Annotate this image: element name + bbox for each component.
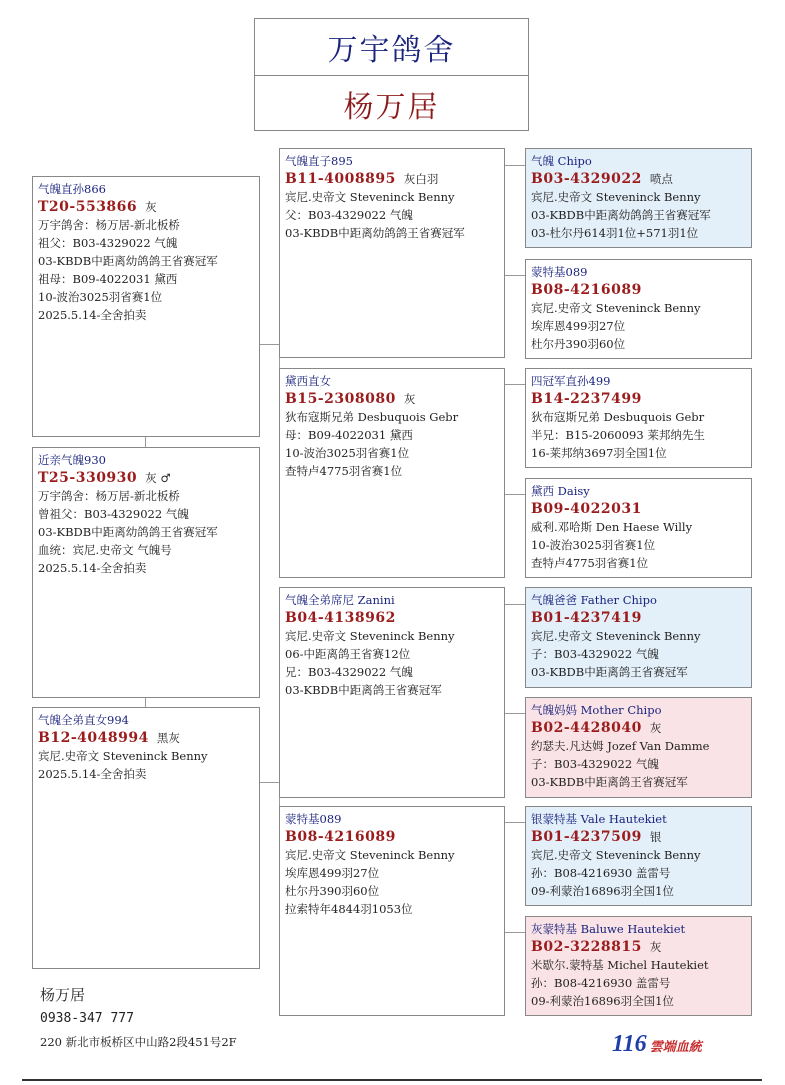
info-line: 宾尼.史帝文 Steveninck Benny — [285, 629, 455, 643]
info-line: 2025.5.14-全舍拍卖 — [38, 561, 147, 575]
info-line: 宾尼.史帝文 Steveninck Benny — [531, 848, 701, 862]
info-line: 威利.邓哈斯 Den Haese Willy — [531, 520, 693, 534]
info-line: 万宇鸽舍：杨万居-新北板桥 — [38, 489, 180, 503]
ring-number: B02-4428040 — [531, 720, 642, 736]
info-line: 米歇尔.蒙特基 Michel Hautekiet — [531, 958, 709, 972]
brand-logo[interactable] — [612, 1031, 702, 1058]
pigeon-card-gp3[interactable] — [525, 368, 752, 468]
info-line: 查特卢4775羽省赛1位 — [285, 464, 403, 478]
pigeon-color: 灰 — [649, 940, 662, 954]
info-line: 血统：宾尼.史帝文 气魄号 — [38, 543, 172, 557]
info-line: 10-波治3025羽省赛1位 — [38, 290, 163, 304]
info-line: 09-利蒙治16896羽全国1位 — [531, 884, 674, 898]
pigeon-card-main[interactable] — [32, 176, 260, 437]
ring-number: B08-4216089 — [531, 282, 642, 298]
info-line: 宾尼.史帝文 Steveninck Benny — [38, 749, 208, 763]
pigeon-name: 气魄 Chipo — [531, 154, 592, 168]
title-box — [254, 18, 529, 131]
connector — [145, 697, 146, 707]
loft-name: 万宇鸽舍 — [255, 19, 528, 76]
pigeon-name: 气魄全弟席尼 Zanini — [285, 593, 395, 607]
pigeon-color: 灰白羽 — [403, 172, 439, 186]
info-line: 宾尼.史帝文 Steveninck Benny — [531, 301, 701, 315]
pigeon-name: 黛西直女 — [285, 374, 331, 388]
pigeon-color: 灰 — [403, 392, 416, 406]
ring-number: B03-4329022 — [531, 171, 642, 187]
info-line: 03-杜尔丹614羽1位+571羽1位 — [531, 226, 699, 240]
pigeon-color: 黑灰 — [156, 731, 180, 745]
ring-number: B02-3228815 — [531, 939, 642, 955]
pigeon-card-gp5[interactable] — [525, 587, 752, 688]
contact-address: 220 新北市板桥区中山路2段451号2F — [40, 1035, 237, 1049]
info-line: 祖母：B09-4022031 黛西 — [38, 272, 178, 286]
info-line: 兄：B03-4329022 气魄 — [285, 665, 413, 679]
logo-number: 116 — [612, 1031, 647, 1057]
info-line: 祖父：B03-4329022 气魄 — [38, 236, 178, 250]
pigeon-name: 气魄直孙866 — [38, 182, 106, 196]
bottom-divider — [22, 1079, 762, 1081]
info-line: 埃库恩499羽27位 — [285, 866, 380, 880]
ring-number: T25-330930 — [38, 470, 138, 486]
ring-number: B01-4237509 — [531, 829, 642, 845]
pigeon-card-gp4[interactable] — [525, 478, 752, 578]
connector — [505, 932, 525, 933]
info-line: 宾尼.史帝文 Steveninck Benny — [531, 629, 701, 643]
info-line: 03-KBDB中距离幼鸽鸽王省赛冠军 — [38, 254, 218, 268]
pigeon-name: 四冠军直孙499 — [531, 374, 611, 388]
info-line: 孙：B08-4216930 盖雷号 — [531, 976, 671, 990]
info-line: 杜尔丹390羽60位 — [285, 884, 380, 898]
pigeon-card-s3-dam[interactable] — [279, 806, 505, 1016]
info-line: 10-波治3025羽省赛1位 — [531, 538, 656, 552]
info-line: 03-KBDB中距离鸽王省赛冠军 — [531, 665, 688, 679]
connector — [145, 436, 146, 447]
ring-number: B01-4237419 — [531, 610, 642, 626]
info-line: 埃库恩499羽27位 — [531, 319, 626, 333]
connector — [505, 494, 525, 495]
info-line: 03-KBDB中距离幼鸽鸽王省赛冠军 — [38, 525, 218, 539]
ring-number: B08-4216089 — [285, 829, 396, 845]
ring-number: B11-4008895 — [285, 171, 396, 187]
pigeon-name: 银蒙特基 Vale Hautekiet — [531, 812, 667, 826]
connector — [260, 344, 279, 345]
info-line: 03-KBDB中距离幼鸽鸽王省赛冠军 — [531, 208, 711, 222]
info-line: 半兄：B15-2060093 莱邦纳先生 — [531, 428, 705, 442]
pigeon-color: 灰 — [649, 721, 662, 735]
info-line: 狄布寇斯兄弟 Desbuquois Gebr — [285, 410, 459, 424]
info-line: 09-利蒙治16896羽全国1位 — [531, 994, 674, 1008]
pigeon-color: 喷点 — [649, 172, 673, 186]
pigeon-card-sibling-2[interactable] — [32, 447, 260, 698]
info-line: 03-KBDB中距离幼鸽鸽王省赛冠军 — [285, 226, 465, 240]
info-line: 03-KBDB中距离鸽王省赛冠军 — [285, 683, 442, 697]
logo-text: 雲端血統 — [649, 1040, 702, 1055]
info-line: 10-波治3025羽省赛1位 — [285, 446, 410, 460]
pigeon-name: 蒙特基089 — [531, 265, 588, 279]
connector — [505, 822, 525, 823]
info-line: 母：B09-4022031 黛西 — [285, 428, 413, 442]
info-line: 曾祖父：B03-4329022 气魄 — [38, 507, 189, 521]
info-line: 03-KBDB中距离鸽王省赛冠军 — [531, 775, 688, 789]
connector — [505, 384, 525, 385]
pigeon-card-sibling-3[interactable] — [32, 707, 260, 969]
info-line: 子：B03-4329022 气魄 — [531, 647, 659, 661]
ring-number: B09-4022031 — [531, 501, 642, 517]
info-line: 狄布寇斯兄弟 Desbuquois Gebr — [531, 410, 705, 424]
pigeon-name: 气魄直子895 — [285, 154, 353, 168]
pigeon-card-gp6[interactable] — [525, 697, 752, 798]
connector — [505, 165, 525, 166]
contact-footer — [40, 984, 237, 1050]
info-line: 宾尼.史帝文 Steveninck Benny — [285, 190, 455, 204]
pigeon-card-gp8[interactable] — [525, 916, 752, 1016]
ring-number: B14-2237499 — [531, 391, 642, 407]
info-line: 2025.5.14-全舍拍卖 — [38, 308, 147, 322]
info-line: 约瑟夫.凡达姆 Jozef Van Damme — [531, 739, 710, 753]
info-line: 查特卢4775羽省赛1位 — [531, 556, 649, 570]
pigeon-card-dam[interactable] — [279, 368, 505, 578]
pigeon-card-gp7[interactable] — [525, 806, 752, 906]
ring-number: B15-2308080 — [285, 391, 396, 407]
contact-phone: 0938-347 777 — [40, 1011, 134, 1026]
connector — [505, 713, 525, 714]
pigeon-name: 近亲气魄930 — [38, 453, 106, 467]
pigeon-card-s3-sire[interactable] — [279, 587, 505, 798]
pigeon-color: 灰 ♂ — [145, 471, 171, 485]
pigeon-color: 银 — [649, 830, 662, 844]
connector — [260, 782, 279, 783]
pigeon-name: 蒙特基089 — [285, 812, 342, 826]
ring-number: B04-4138962 — [285, 610, 396, 626]
pigeon-name: 气魄全弟直女994 — [38, 713, 129, 727]
pigeon-name: 气魄爸爸 Father Chipo — [531, 593, 657, 607]
info-line: 2025.5.14-全舍拍卖 — [38, 767, 147, 781]
info-line: 06-中距离鸽王省赛12位 — [285, 647, 411, 661]
info-line: 杜尔丹390羽60位 — [531, 337, 626, 351]
connector — [505, 275, 525, 276]
info-line: 子：B03-4329022 气魄 — [531, 757, 659, 771]
pigeon-card-gp2[interactable] — [525, 259, 752, 359]
pigeon-color: 灰 — [145, 200, 157, 214]
info-line: 父：B03-4329022 气魄 — [285, 208, 413, 222]
ring-number: T20-553866 — [38, 199, 138, 215]
info-line: 拉索特年4844羽1053位 — [285, 902, 413, 916]
pigeon-name: 灰蒙特基 Baluwe Hautekiet — [531, 922, 686, 936]
pigeon-card-sire[interactable] — [279, 148, 505, 358]
info-line: 孙：B08-4216930 盖雷号 — [531, 866, 671, 880]
info-line: 宾尼.史帝文 Steveninck Benny — [531, 190, 701, 204]
connector — [505, 604, 525, 605]
pigeon-name: 黛西 Daisy — [531, 484, 590, 498]
ring-number: B12-4048994 — [38, 730, 149, 746]
contact-name: 杨万居 — [40, 986, 86, 1004]
pigeon-card-gp1[interactable] — [525, 148, 752, 248]
info-line: 万宇鸽舍：杨万居-新北板桥 — [38, 218, 180, 232]
owner-name: 杨万居 — [343, 90, 440, 125]
info-line: 宾尼.史帝文 Steveninck Benny — [285, 848, 455, 862]
info-line: 16-莱邦纳3697羽全国1位 — [531, 446, 667, 460]
pigeon-name: 气魄妈妈 Mother Chipo — [531, 703, 662, 717]
